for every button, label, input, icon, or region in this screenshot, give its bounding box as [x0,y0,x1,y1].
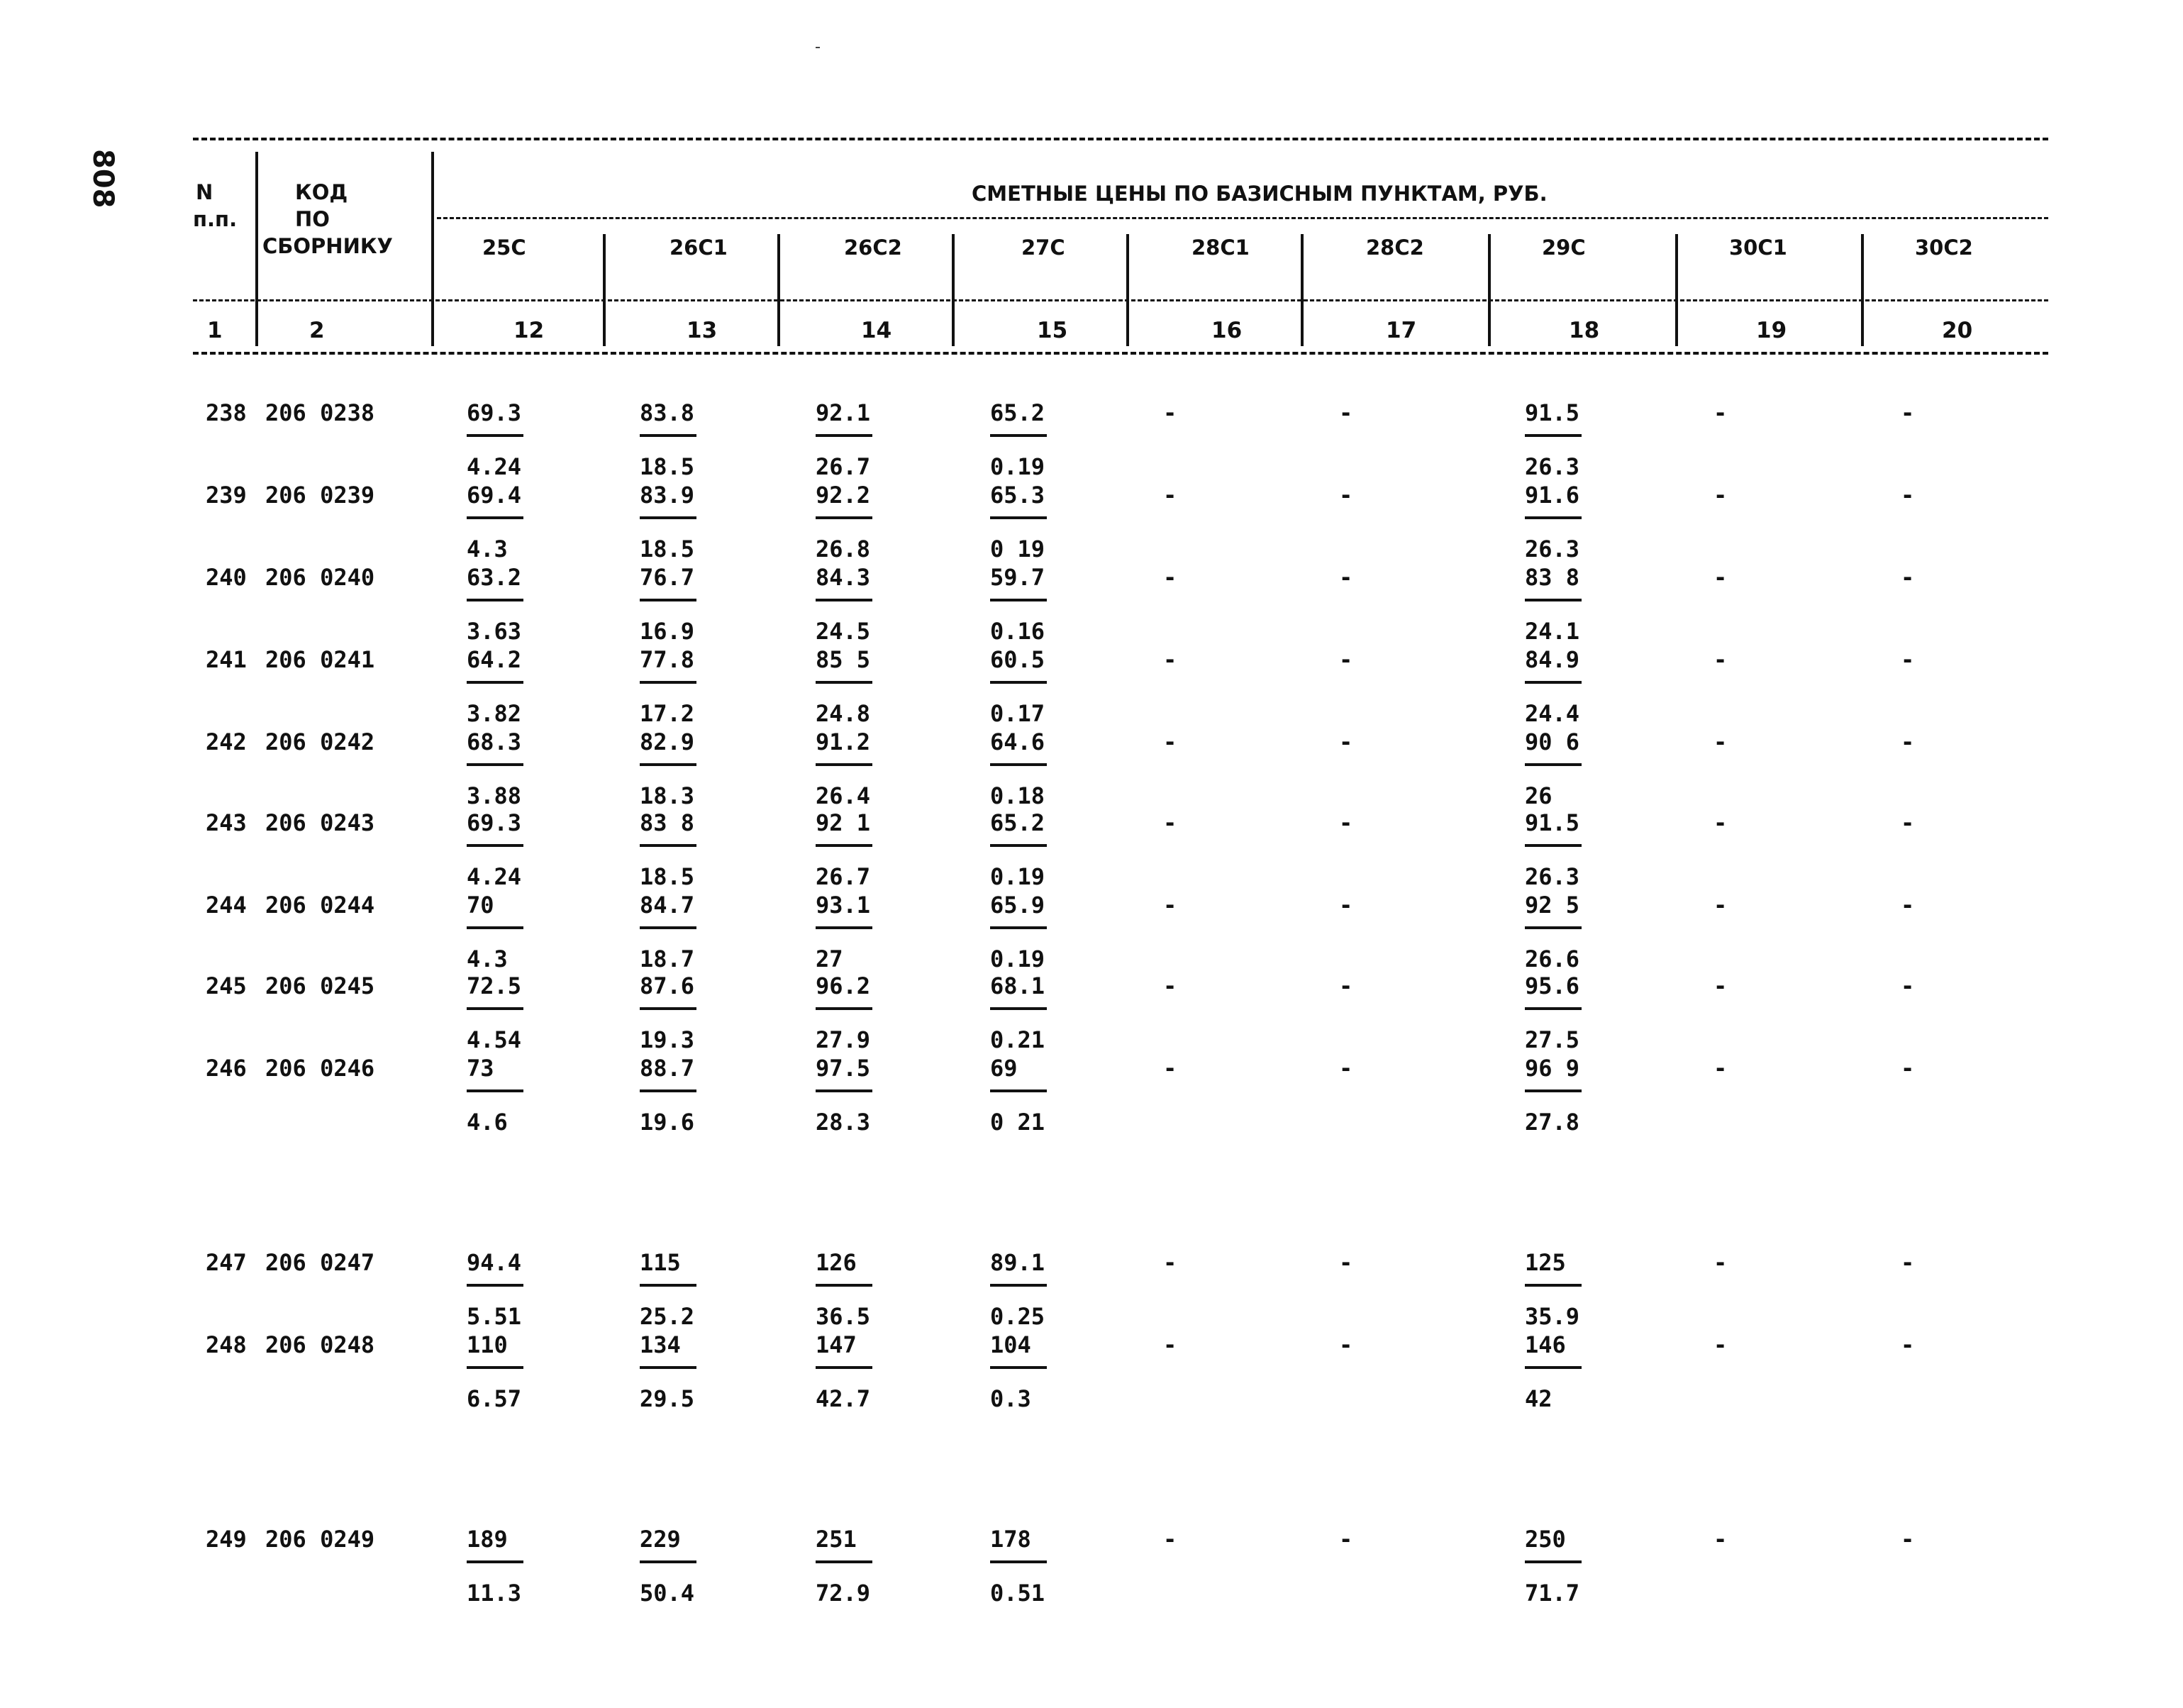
fraction-bar [816,681,872,684]
price-transport-value: 4.3 [467,536,508,562]
price-value: 63.2 [467,564,522,591]
empty-price-dash: - [1339,972,1353,999]
header-code-2: ПО [295,207,330,231]
price-transport-value: 5.51 [467,1303,522,1330]
price-transport-value: 3.63 [467,618,522,645]
fraction-bar [990,1089,1047,1092]
price-transport-value: 26.3 [1525,453,1580,480]
fraction-bar [1525,434,1582,437]
price-transport-value: 0.51 [990,1580,1045,1607]
empty-price-dash: - [1713,399,1728,426]
price-value: 68.1 [990,972,1045,999]
fraction-bar [1525,1284,1582,1287]
price-value: 96 9 [1525,1055,1580,1082]
fraction-bar [816,1560,872,1563]
price-transport-value: 4.24 [467,453,522,480]
price-value: 134 [640,1331,681,1358]
price-transport-value: 50.4 [640,1580,695,1607]
fraction-bar [1525,763,1582,766]
empty-price-dash: - [1339,1055,1353,1082]
header-price-28c1: 28С1 [1192,235,1250,260]
row-number: 243 [206,809,247,836]
fraction-bar [640,1366,696,1369]
empty-price-dash: - [1339,482,1353,509]
price-value: 84.9 [1525,646,1580,673]
empty-price-dash: - [1163,728,1177,755]
price-transport-value: 0.3 [990,1385,1031,1412]
fraction-bar [816,763,872,766]
fraction-bar [640,844,696,847]
price-value: 69.3 [467,809,522,836]
price-value: 147 [816,1331,857,1358]
fraction-bar [1525,926,1582,929]
empty-price-dash: - [1901,1526,1915,1553]
price-transport-value: 18.5 [640,453,695,480]
price-transport-value: 72.9 [816,1580,871,1607]
price-transport-value: 4.24 [467,863,522,890]
empty-price-dash: - [1713,809,1728,836]
price-transport-value: 18.7 [640,946,695,972]
empty-price-dash: - [1339,728,1353,755]
price-transport-value: 24.1 [1525,618,1580,645]
fraction-bar [467,516,523,519]
fraction-bar [990,1366,1047,1369]
price-transport-value: 4.54 [467,1026,522,1053]
fraction-bar [990,926,1047,929]
header-code-1: КОД [295,180,348,204]
price-transport-value: 24.5 [816,618,871,645]
price-value: 251 [816,1526,857,1553]
price-value: 85 5 [816,646,871,673]
empty-price-dash: - [1163,1331,1177,1358]
empty-price-dash: - [1163,646,1177,673]
price-transport-value: 18.5 [640,536,695,562]
empty-price-dash: - [1339,1249,1353,1276]
price-transport-value: 28.3 [816,1109,871,1136]
price-value: 69.4 [467,482,522,509]
fraction-bar [990,434,1047,437]
row-number: 244 [206,892,247,919]
price-value: 84.7 [640,892,695,919]
price-value: 64.6 [990,728,1045,755]
price-value: 59.7 [990,564,1045,591]
row-code: 206 0245 [265,972,375,999]
row-number: 246 [206,1055,247,1082]
price-value: 83.8 [640,399,695,426]
header-price-26c1: 26С1 [670,235,728,260]
price-value: 77.8 [640,646,695,673]
header-price-27c: 27С [1021,235,1065,260]
fraction-bar [990,844,1047,847]
price-transport-value: 26.7 [816,453,871,480]
price-transport-value: 29.5 [640,1385,695,1412]
fraction-bar [990,763,1047,766]
price-transport-value: 0.19 [990,453,1045,480]
empty-price-dash: - [1339,646,1353,673]
price-value: 69 [990,1055,1018,1082]
row-number: 248 [206,1331,247,1358]
price-value: 83 8 [640,809,695,836]
row-number: 249 [206,1526,247,1553]
price-transport-value: 0.16 [990,618,1045,645]
header-divider-7 [1301,234,1304,346]
header-divider-6 [1126,234,1129,346]
header-group-title: СМЕТНЫЕ ЦЕНЫ ПО БАЗИСНЫМ ПУНКТАМ, РУБ. [972,182,1548,206]
price-value: 76.7 [640,564,695,591]
empty-price-dash: - [1163,809,1177,836]
fraction-bar [467,1284,523,1287]
price-value: 92.2 [816,482,871,509]
price-transport-value: 25.2 [640,1303,695,1330]
row-code: 206 0244 [265,892,375,919]
empty-price-dash: - [1339,1526,1353,1553]
empty-price-dash: - [1339,809,1353,836]
price-value: 94.4 [467,1249,522,1276]
fraction-bar [816,1366,872,1369]
price-value: 95.6 [1525,972,1580,999]
empty-price-dash: - [1901,564,1915,591]
page-number: 808 [87,149,119,209]
price-value: 83 8 [1525,564,1580,591]
price-transport-value: 3.88 [467,782,522,809]
price-transport-value: 19.6 [640,1109,695,1136]
fraction-bar [1525,681,1582,684]
scan-speck [816,47,820,48]
price-transport-value: 0.25 [990,1303,1045,1330]
fraction-bar [990,681,1047,684]
fraction-bar [640,926,696,929]
price-value: 250 [1525,1526,1566,1553]
row-code: 206 0247 [265,1249,375,1276]
header-price-30c2: 30С2 [1915,235,1973,260]
fraction-bar [640,1007,696,1010]
empty-price-dash: - [1713,972,1728,999]
empty-price-dash: - [1713,1526,1728,1553]
empty-price-dash: - [1713,1055,1728,1082]
row-code: 206 0242 [265,728,375,755]
price-value: 73 [467,1055,494,1082]
price-transport-value: 4.6 [467,1109,508,1136]
header-divider-9 [1675,234,1678,346]
empty-price-dash: - [1901,972,1915,999]
price-transport-value: 36.5 [816,1303,871,1330]
empty-price-dash: - [1713,892,1728,919]
price-value: 83.9 [640,482,695,509]
fraction-bar [467,1007,523,1010]
price-transport-value: 0 19 [990,536,1045,562]
empty-price-dash: - [1163,482,1177,509]
price-transport-value: 27.5 [1525,1026,1580,1053]
price-transport-value: 6.57 [467,1385,522,1412]
price-value: 65.3 [990,482,1045,509]
colnum-2: 2 [309,318,325,343]
fraction-bar [640,763,696,766]
header-price-28c2: 28С2 [1366,235,1424,260]
empty-price-dash: - [1901,809,1915,836]
price-value: 189 [467,1526,508,1553]
price-value: 126 [816,1249,857,1276]
price-value: 65.2 [990,399,1045,426]
price-value: 64.2 [467,646,522,673]
price-transport-value: 16.9 [640,618,695,645]
row-number: 238 [206,399,247,426]
price-value: 68.3 [467,728,522,755]
row-number: 241 [206,646,247,673]
empty-price-dash: - [1163,1055,1177,1082]
price-transport-value: 17.2 [640,700,695,727]
header-divider-2 [431,152,434,346]
header-divider-5 [952,234,955,346]
fraction-bar [816,1089,872,1092]
price-transport-value: 27.9 [816,1026,871,1053]
price-value: 91.5 [1525,809,1580,836]
price-transport-value: 27.8 [1525,1109,1580,1136]
price-transport-value: 26 [1525,782,1552,809]
fraction-bar [467,1089,523,1092]
price-value: 69.3 [467,399,522,426]
price-value: 92.1 [816,399,871,426]
header-price-29c: 29С [1542,235,1586,260]
empty-price-dash: - [1163,972,1177,999]
price-value: 146 [1525,1331,1566,1358]
header-divider-10 [1861,234,1864,346]
price-transport-value: 42.7 [816,1385,871,1412]
price-value: 93.1 [816,892,871,919]
price-transport-value: 42 [1525,1385,1552,1412]
header-price-26c2: 26С2 [844,235,902,260]
price-value: 65.2 [990,809,1045,836]
fraction-bar [467,681,523,684]
fraction-bar [1525,1560,1582,1563]
price-value: 96.2 [816,972,871,999]
header-price-25c: 25С [482,235,526,260]
row-number: 240 [206,564,247,591]
price-value: 91.5 [1525,399,1580,426]
fraction-bar [640,681,696,684]
empty-price-dash: - [1713,482,1728,509]
price-value: 229 [640,1526,681,1553]
empty-price-dash: - [1163,564,1177,591]
price-transport-value: 26.8 [816,536,871,562]
empty-price-dash: - [1339,399,1353,426]
empty-price-dash: - [1339,1331,1353,1358]
fraction-bar [640,599,696,601]
price-transport-value: 18.5 [640,863,695,890]
fraction-bar [640,1284,696,1287]
price-value: 70 [467,892,494,919]
colnum-19: 19 [1756,318,1787,343]
price-value: 178 [990,1526,1031,1553]
header-mid-rule [193,299,2048,301]
fraction-bar [1525,516,1582,519]
fraction-bar [816,1284,872,1287]
price-transport-value: 11.3 [467,1580,522,1607]
row-number: 239 [206,482,247,509]
fraction-bar [1525,844,1582,847]
empty-price-dash: - [1901,646,1915,673]
empty-price-dash: - [1713,1249,1728,1276]
price-value: 92 5 [1525,892,1580,919]
empty-price-dash: - [1901,1249,1915,1276]
header-bottom-rule [193,352,2048,355]
price-transport-value: 0.19 [990,863,1045,890]
colnum-18: 18 [1569,318,1600,343]
fraction-bar [990,1284,1047,1287]
price-transport-value: 26.7 [816,863,871,890]
fraction-bar [990,516,1047,519]
price-transport-value: 3.82 [467,700,522,727]
colnum-20: 20 [1942,318,1973,343]
fraction-bar [1525,1366,1582,1369]
fraction-bar [816,1007,872,1010]
empty-price-dash: - [1901,399,1915,426]
empty-price-dash: - [1713,728,1728,755]
fraction-bar [816,516,872,519]
fraction-bar [640,434,696,437]
empty-price-dash: - [1163,1526,1177,1553]
price-transport-value: 35.9 [1525,1303,1580,1330]
header-top-rule [193,138,2048,140]
price-transport-value: 71.7 [1525,1580,1580,1607]
price-value: 91.2 [816,728,871,755]
fraction-bar [467,599,523,601]
fraction-bar [467,434,523,437]
price-transport-value: 0.18 [990,782,1045,809]
price-value: 82.9 [640,728,695,755]
row-number: 245 [206,972,247,999]
row-code: 206 0248 [265,1331,375,1358]
price-value: 97.5 [816,1055,871,1082]
row-code: 206 0243 [265,809,375,836]
colnum-14: 14 [861,318,892,343]
price-transport-value: 26.6 [1525,946,1580,972]
fraction-bar [467,1366,523,1369]
row-code: 206 0241 [265,646,375,673]
fraction-bar [467,1560,523,1563]
price-value: 89.1 [990,1249,1045,1276]
empty-price-dash: - [1901,1055,1915,1082]
price-transport-value: 26.4 [816,782,871,809]
header-divider-3 [603,234,606,346]
price-value: 115 [640,1249,681,1276]
price-transport-value: 0.19 [990,946,1045,972]
empty-price-dash: - [1163,399,1177,426]
row-code: 206 0240 [265,564,375,591]
row-code: 206 0239 [265,482,375,509]
price-value: 125 [1525,1249,1566,1276]
price-value: 91.6 [1525,482,1580,509]
fraction-bar [990,1007,1047,1010]
row-number: 247 [206,1249,247,1276]
empty-price-dash: - [1901,482,1915,509]
price-value: 92 1 [816,809,871,836]
colnum-12: 12 [513,318,545,343]
empty-price-dash: - [1163,892,1177,919]
price-transport-value: 26.3 [1525,863,1580,890]
fraction-bar [467,844,523,847]
row-code: 206 0249 [265,1526,375,1553]
price-transport-value: 19.3 [640,1026,695,1053]
fraction-bar [1525,1007,1582,1010]
price-transport-value: 24.8 [816,700,871,727]
colnum-1: 1 [207,318,223,343]
empty-price-dash: - [1163,1249,1177,1276]
header-price-30c1: 30С1 [1729,235,1787,260]
row-number: 242 [206,728,247,755]
price-transport-value: 0.17 [990,700,1045,727]
empty-price-dash: - [1339,564,1353,591]
fraction-bar [640,1089,696,1092]
fraction-bar [990,1560,1047,1563]
fraction-bar [816,599,872,601]
colnum-13: 13 [687,318,718,343]
empty-price-dash: - [1713,1331,1728,1358]
price-value: 110 [467,1331,508,1358]
price-value: 84.3 [816,564,871,591]
fraction-bar [990,599,1047,601]
fraction-bar [640,516,696,519]
price-value: 72.5 [467,972,522,999]
price-transport-value: 0 21 [990,1109,1045,1136]
fraction-bar [816,926,872,929]
price-transport-value: 4.3 [467,946,508,972]
colnum-15: 15 [1037,318,1068,343]
fraction-bar [467,926,523,929]
price-value: 90 6 [1525,728,1580,755]
row-code: 206 0246 [265,1055,375,1082]
empty-price-dash: - [1901,728,1915,755]
fraction-bar [640,1560,696,1563]
header-code-3: СБОРНИКУ [262,234,393,258]
price-transport-value: 24.4 [1525,700,1580,727]
colnum-17: 17 [1386,318,1417,343]
price-value: 87.6 [640,972,695,999]
fraction-bar [816,844,872,847]
fraction-bar [1525,1089,1582,1092]
price-value: 104 [990,1331,1031,1358]
empty-price-dash: - [1901,892,1915,919]
empty-price-dash: - [1713,646,1728,673]
row-code: 206 0238 [265,399,375,426]
price-transport-value: 26.3 [1525,536,1580,562]
colnum-16: 16 [1211,318,1243,343]
header-divider-8 [1488,234,1491,346]
price-transport-value: 27 [816,946,843,972]
fraction-bar [1525,599,1582,601]
header-divider-1 [255,152,258,346]
fraction-bar [816,434,872,437]
empty-price-dash: - [1901,1331,1915,1358]
header-divider-4 [777,234,780,346]
empty-price-dash: - [1713,564,1728,591]
price-value: 60.5 [990,646,1045,673]
header-npp: п.п. [193,207,238,231]
header-n: N [196,180,213,204]
price-value: 65.9 [990,892,1045,919]
price-transport-value: 0.21 [990,1026,1045,1053]
price-transport-value: 18.3 [640,782,695,809]
price-value: 88.7 [640,1055,695,1082]
header-group-rule [437,217,2048,219]
empty-price-dash: - [1339,892,1353,919]
fraction-bar [467,763,523,766]
